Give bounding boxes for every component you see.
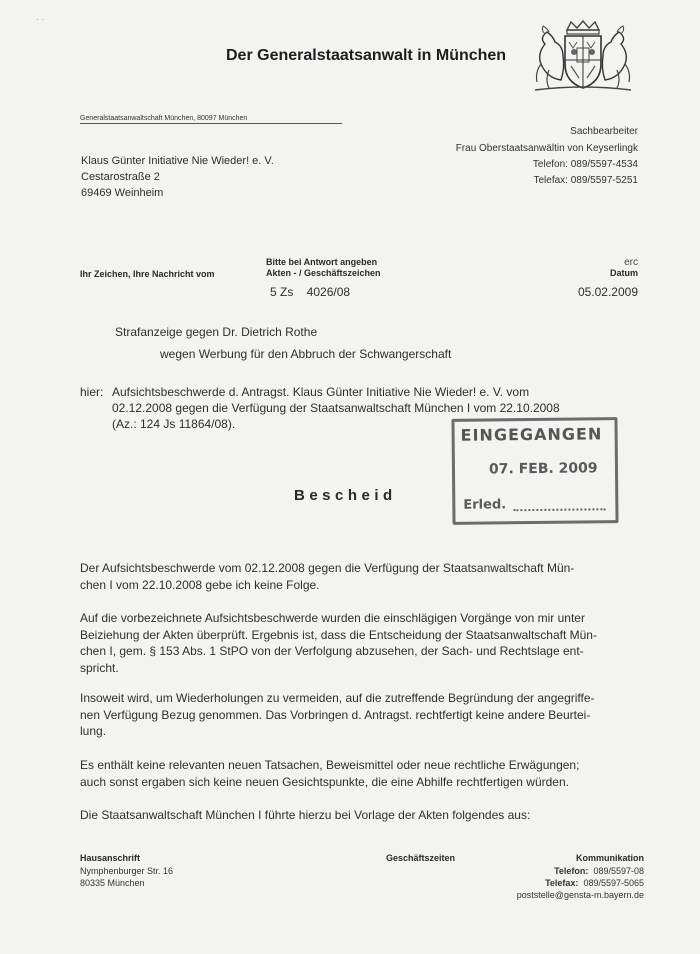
footer-address-city: 80335 München: [80, 878, 145, 888]
bavarian-coat-of-arms-icon: [527, 20, 639, 94]
paragraph-line: Insoweit wird, um Wiederholungen zu vermeiden, auf die zutreffende Begründung der angegriffe-: [80, 691, 595, 705]
paragraph-5: [80, 807, 640, 824]
paragraph-line: Der Aufsichtsbeschwerde vom 02.12.2008 gegen die Verfügung der Staatsanwaltschaft Mün-: [80, 561, 575, 575]
file-number-label: Akten - / Geschäftszeichen: [266, 268, 381, 278]
file-number: 5 Zs 4026/08: [270, 285, 351, 299]
hier-line-2: 02.12.2008 gegen die Verfügung der Staatsanwaltschaft München I vom 22.10.2008: [112, 401, 560, 415]
recipient-name: Klaus Günter Initiative Nie Wieder! e. V.: [81, 155, 274, 167]
subject-line: Strafanzeige gegen Dr. Dietrich Rothe: [115, 325, 318, 339]
paragraph-line: spricht.: [80, 660, 119, 675]
footer-phone: [554, 865, 644, 877]
sender-return-address: Generalstaatsanwaltschaft München, 80097 München: [80, 115, 248, 122]
paragraph-line: Die Staatsanwaltschaft München I führte hierzu bei Vorlage der Akten folgendes aus:: [80, 808, 531, 822]
contact-phone: Telefon: 089/5597-4534: [532, 159, 638, 170]
footer-fax-number: 089/5597-5065: [583, 878, 644, 888]
corner-mark: · ·: [36, 14, 45, 24]
paragraph-line: lung.: [80, 724, 107, 738]
paragraph-1: [80, 560, 640, 593]
paragraph-3: [80, 690, 640, 740]
stamp-dotted-line: [513, 508, 605, 511]
contact-role: Sachbearbeiter: [570, 126, 638, 137]
footer-comm-heading: Kommunikation: [575, 853, 644, 863]
stamp-erled: Erled.: [463, 497, 507, 513]
document-heading: Bescheid: [294, 487, 397, 504]
author-initials: erc: [624, 257, 638, 268]
sender-divider: [80, 123, 342, 124]
footer-fax-label: Telefax:: [545, 878, 579, 888]
contact-name: Frau Oberstaatsanwältin von Keyserlingk: [455, 143, 638, 154]
hier-label: hier:: [80, 385, 104, 399]
footer-email[interactable]: poststelle@gensta-m.bayern.de: [516, 890, 644, 900]
your-reference-label: Ihr Zeichen, Ihre Nachricht vom: [80, 269, 215, 279]
contact-fax: Telefax: 089/5597-5251: [533, 175, 638, 186]
paragraph-2: [80, 610, 640, 676]
footer-address-street: Nymphenburger Str. 16: [80, 866, 174, 876]
paragraph-line: Es enthält keine relevanten neuen Tatsachen, Beweismittel oder neue rechtliche Erwägungen;: [80, 758, 580, 772]
letter-date: 05.02.2009: [577, 285, 638, 299]
paragraph-line: nen Verfügung Bezug genommen. Das Vorbringen d. Antragst. rechtfertigt keine andere Beurtei-: [80, 707, 591, 722]
recipient-street: Cestarostraße 2: [81, 171, 160, 183]
hier-line-1: Aufsichtsbeschwerde d. Antragst. Klaus Günter Initiative Nie Wieder! e. V. vom: [112, 385, 530, 399]
reply-reference-label: Bitte bei Antwort angeben: [266, 257, 378, 267]
received-stamp: [451, 417, 618, 525]
stamp-date: 07. FEB. 2009: [488, 460, 598, 478]
subject-detail: wegen Werbung für den Abbruch der Schwangerschaft: [160, 347, 452, 361]
footer-hours-heading: Geschäftszeiten: [386, 853, 456, 863]
paragraph-line: chen I, gem. § 153 Abs. 1 StPO von der Verfolgung abzusehen, der Sach- und Rechtslage ent-: [80, 644, 584, 658]
paragraph-line: chen I vom 22.10.2008 gebe ich keine Folge.: [80, 577, 320, 592]
hier-line-3: (Az.: 124 Js 11864/08).: [112, 417, 236, 431]
footer-phone-label: Telefon:: [554, 866, 589, 876]
paragraph-4: [80, 757, 640, 790]
footer-phone-number: 089/5597-08: [593, 866, 644, 876]
paragraph-line: auch sonst ergaben sich keine neuen Gesichtspunkte, die eine Abhilfe rechtfertigen würden.: [80, 774, 569, 789]
footer-address-heading: Hausanschrift: [80, 853, 141, 863]
date-label: Datum: [609, 268, 638, 278]
stamp-heading: EINGEGANGEN: [460, 424, 603, 445]
letterhead-title: Der Generalstaatsanwalt in München: [226, 47, 507, 64]
paragraph-line: Auf die vorbezeichnete Aufsichtsbeschwerde wurden die einschlägigen Vorgänge von mir unter: [80, 611, 585, 625]
recipient-city: 69469 Weinheim: [81, 187, 164, 199]
footer-fax: [545, 877, 644, 889]
paragraph-line: Beiziehung der Akten überprüft. Ergebnis ist, dass die Entscheidung der Staatsanwaltschaft Mün-: [80, 627, 597, 642]
